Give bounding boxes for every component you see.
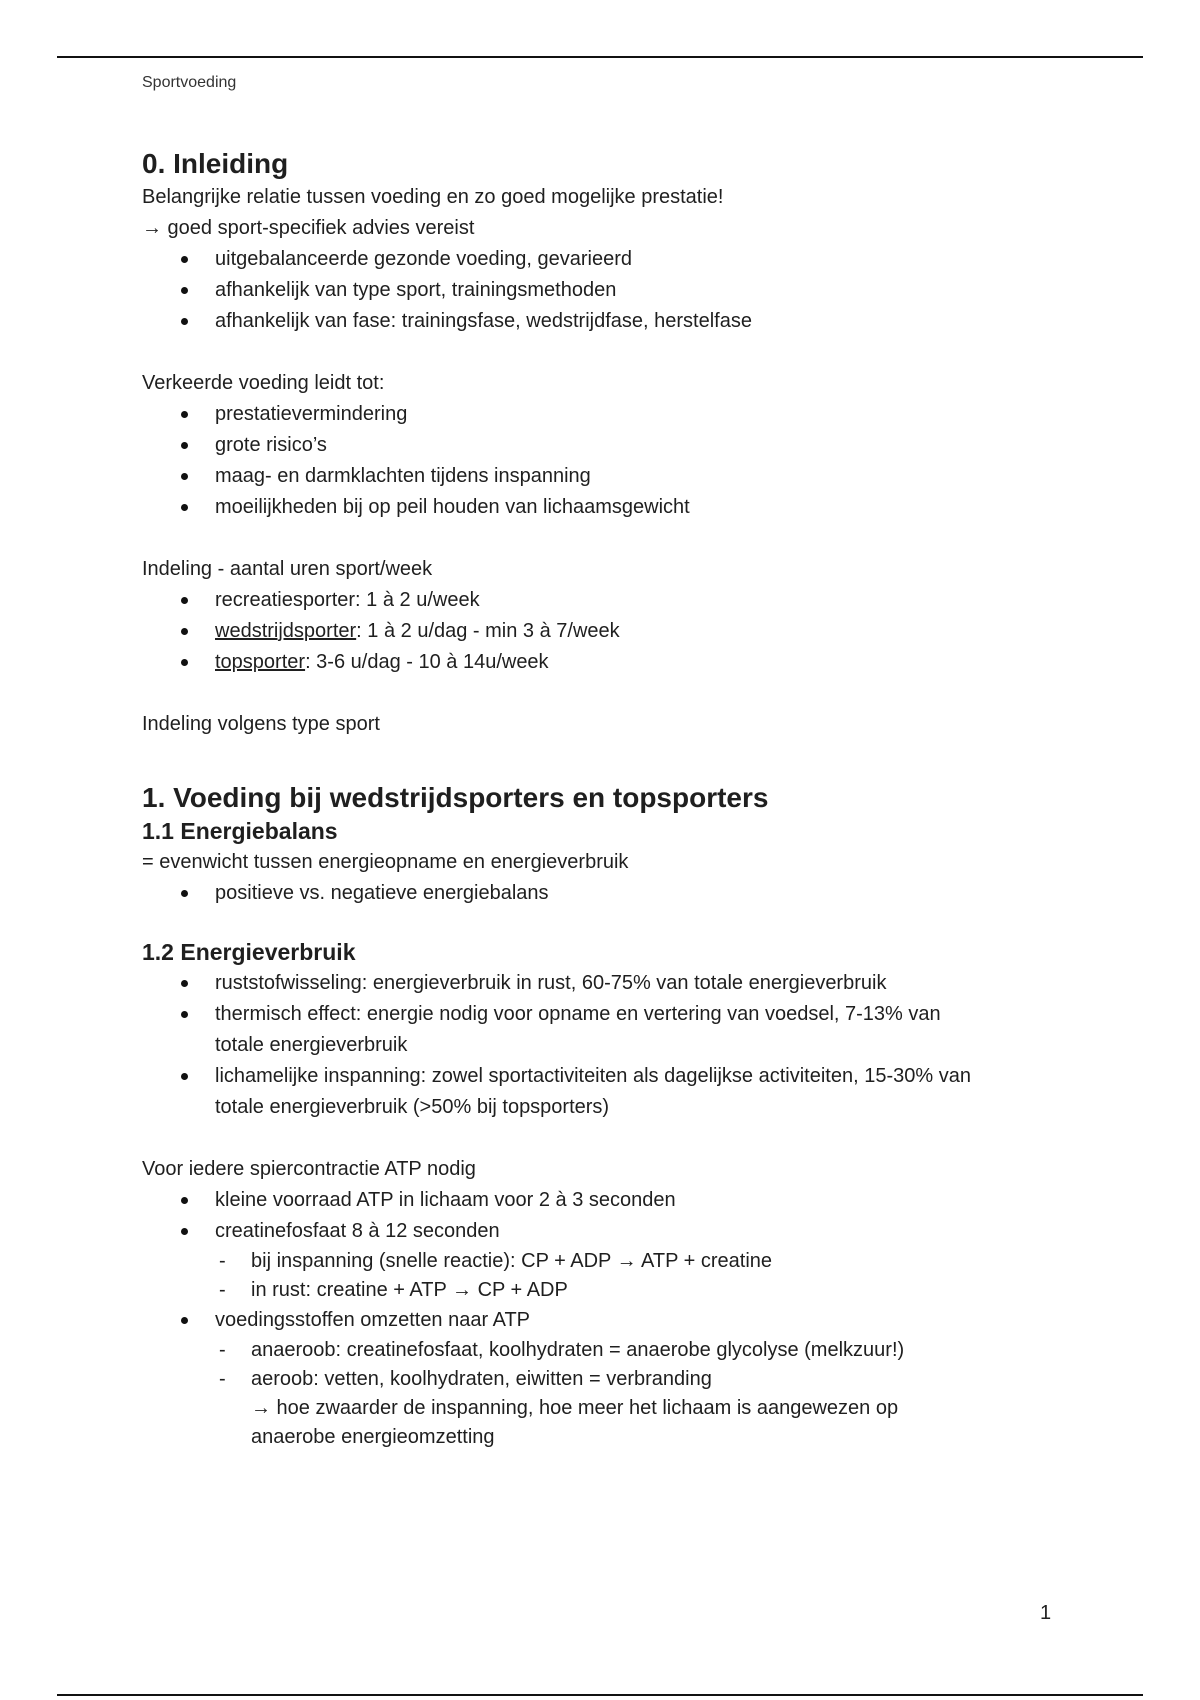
- bullet-icon: [181, 442, 188, 449]
- bullet-icon: [181, 504, 188, 511]
- dash-icon: -: [219, 1339, 226, 1361]
- paragraph: = evenwicht tussen energieopname en energieverbruik: [142, 851, 629, 873]
- page-number: 1: [1040, 1602, 1052, 1624]
- dash-list: [215, 1247, 1102, 1305]
- bullet-icon: [181, 1317, 188, 1324]
- list-item: moeilijkheden bij op peil houden van lichaamsgewicht: [215, 492, 1102, 523]
- list-item: prestatievermindering: [215, 399, 1102, 430]
- running-header: Sportvoeding: [142, 74, 237, 91]
- list-item: kleine voorraad ATP in lichaam voor 2 à 3 seconden: [215, 1185, 1102, 1216]
- subsection-title-energieverbruik: 1.2 Energieverbruik: [142, 939, 356, 965]
- bullet-list: [142, 968, 1102, 1123]
- bullet-icon: [181, 890, 188, 897]
- dash-icon: -: [219, 1368, 226, 1390]
- top-rule: [57, 56, 1143, 58]
- bullet-list: [142, 585, 1102, 678]
- dash-icon: -: [219, 1279, 226, 1301]
- list-item: afhankelijk van fase: trainingsfase, wedstrijdfase, herstelfase: [215, 306, 1102, 337]
- paragraph: → goed sport-specifiek advies vereist: [142, 217, 475, 239]
- list-item: topsporter: 3-6 u/dag - 10 à 14u/week: [215, 647, 1102, 678]
- bullet-list: [142, 878, 1102, 909]
- dash-list: [215, 1336, 1102, 1452]
- bullet-icon: [181, 597, 188, 604]
- bullet-icon: [181, 287, 188, 294]
- paragraph: Indeling volgens type sport: [142, 713, 380, 735]
- list-item: - aeroob: vetten, koolhydraten, eiwitten = verbranding → hoe zwaarder de inspanning, hoe meer het lichaam is aangewezen op anaerobe energieomzetting: [251, 1365, 1102, 1452]
- bullet-icon: [181, 473, 188, 480]
- list-item: voedingsstoffen omzetten naar ATP - anaeroob: creatinefosfaat, koolhydraten = anaerobe glycolyse (melkzuur!) - aeroob: vetten, koolhydraten, eiwitten = verbranding → hoe zwaarder de inspanning, hoe meer het lichaam is aangewezen op anaerobe energieomzetting: [215, 1305, 1102, 1452]
- list-item: lichamelijke inspanning: zowel sportactiviteiten als dagelijkse activiteiten, 15-30% van totale energieverbruik (>50% bij topsporters): [215, 1061, 1102, 1123]
- list-item: - bij inspanning (snelle reactie): CP + ADP → ATP + creatine: [251, 1247, 1102, 1276]
- bottom-rule: [57, 1694, 1143, 1696]
- bullet-icon: [181, 1228, 188, 1235]
- paragraph: Belangrijke relatie tussen voeding en zo goed mogelijke prestatie!: [142, 186, 724, 208]
- underlined-term: topsporter: [215, 651, 306, 673]
- list-item: thermisch effect: energie nodig voor opname en vertering van voedsel, 7-13% van totale energieverbruik: [215, 999, 1102, 1061]
- bullet-list: [142, 399, 1102, 523]
- bullet-icon: [181, 318, 188, 325]
- list-item: creatinefosfaat 8 à 12 seconden - bij inspanning (snelle reactie): CP + ADP → ATP + creatine - in rust: creatine + ATP → CP + ADP: [215, 1216, 1102, 1305]
- bullet-icon: [181, 659, 188, 666]
- bullet-icon: [181, 256, 188, 263]
- list-item: wedstrijdsporter: 1 à 2 u/dag - min 3 à 7/week: [215, 616, 1102, 647]
- paragraph: Indeling - aantal uren sport/week: [142, 558, 433, 580]
- list-item: maag- en darmklachten tijdens inspanning: [215, 461, 1102, 492]
- list-item: uitgebalanceerde gezonde voeding, gevarieerd: [215, 244, 1102, 275]
- list-item: - anaeroob: creatinefosfaat, koolhydraten = anaerobe glycolyse (melkzuur!): [251, 1336, 1102, 1365]
- paragraph: Voor iedere spiercontractie ATP nodig: [142, 1158, 476, 1180]
- bullet-icon: [181, 411, 188, 418]
- bullet-icon: [181, 980, 188, 987]
- dash-icon: -: [219, 1250, 226, 1272]
- bullet-icon: [181, 1073, 188, 1080]
- list-item: grote risico’s: [215, 430, 1102, 461]
- list-item: ruststofwisseling: energieverbruik in rust, 60-75% van totale energieverbruik: [215, 968, 1102, 999]
- bullet-icon: [181, 1011, 188, 1018]
- list-item: - in rust: creatine + ATP → CP + ADP: [251, 1276, 1102, 1305]
- document-body: [142, 146, 1102, 1452]
- bullet-list: [142, 1185, 1102, 1452]
- subsection-title-energiebalans: 1.1 Energiebalans: [142, 818, 338, 844]
- underlined-term: wedstrijdsporter: [215, 620, 357, 642]
- paragraph: Verkeerde voeding leidt tot:: [142, 372, 385, 394]
- section-title-inleiding: 0. Inleiding: [142, 148, 289, 179]
- list-item: recreatiesporter: 1 à 2 u/week: [215, 585, 1102, 616]
- list-item: afhankelijk van type sport, trainingsmethoden: [215, 275, 1102, 306]
- section-title-voeding: 1. Voeding bij wedstrijdsporters en topsporters: [142, 782, 769, 813]
- list-item: positieve vs. negatieve energiebalans: [215, 878, 1102, 909]
- bullet-icon: [181, 628, 188, 635]
- bullet-icon: [181, 1197, 188, 1204]
- bullet-list: [142, 244, 1102, 337]
